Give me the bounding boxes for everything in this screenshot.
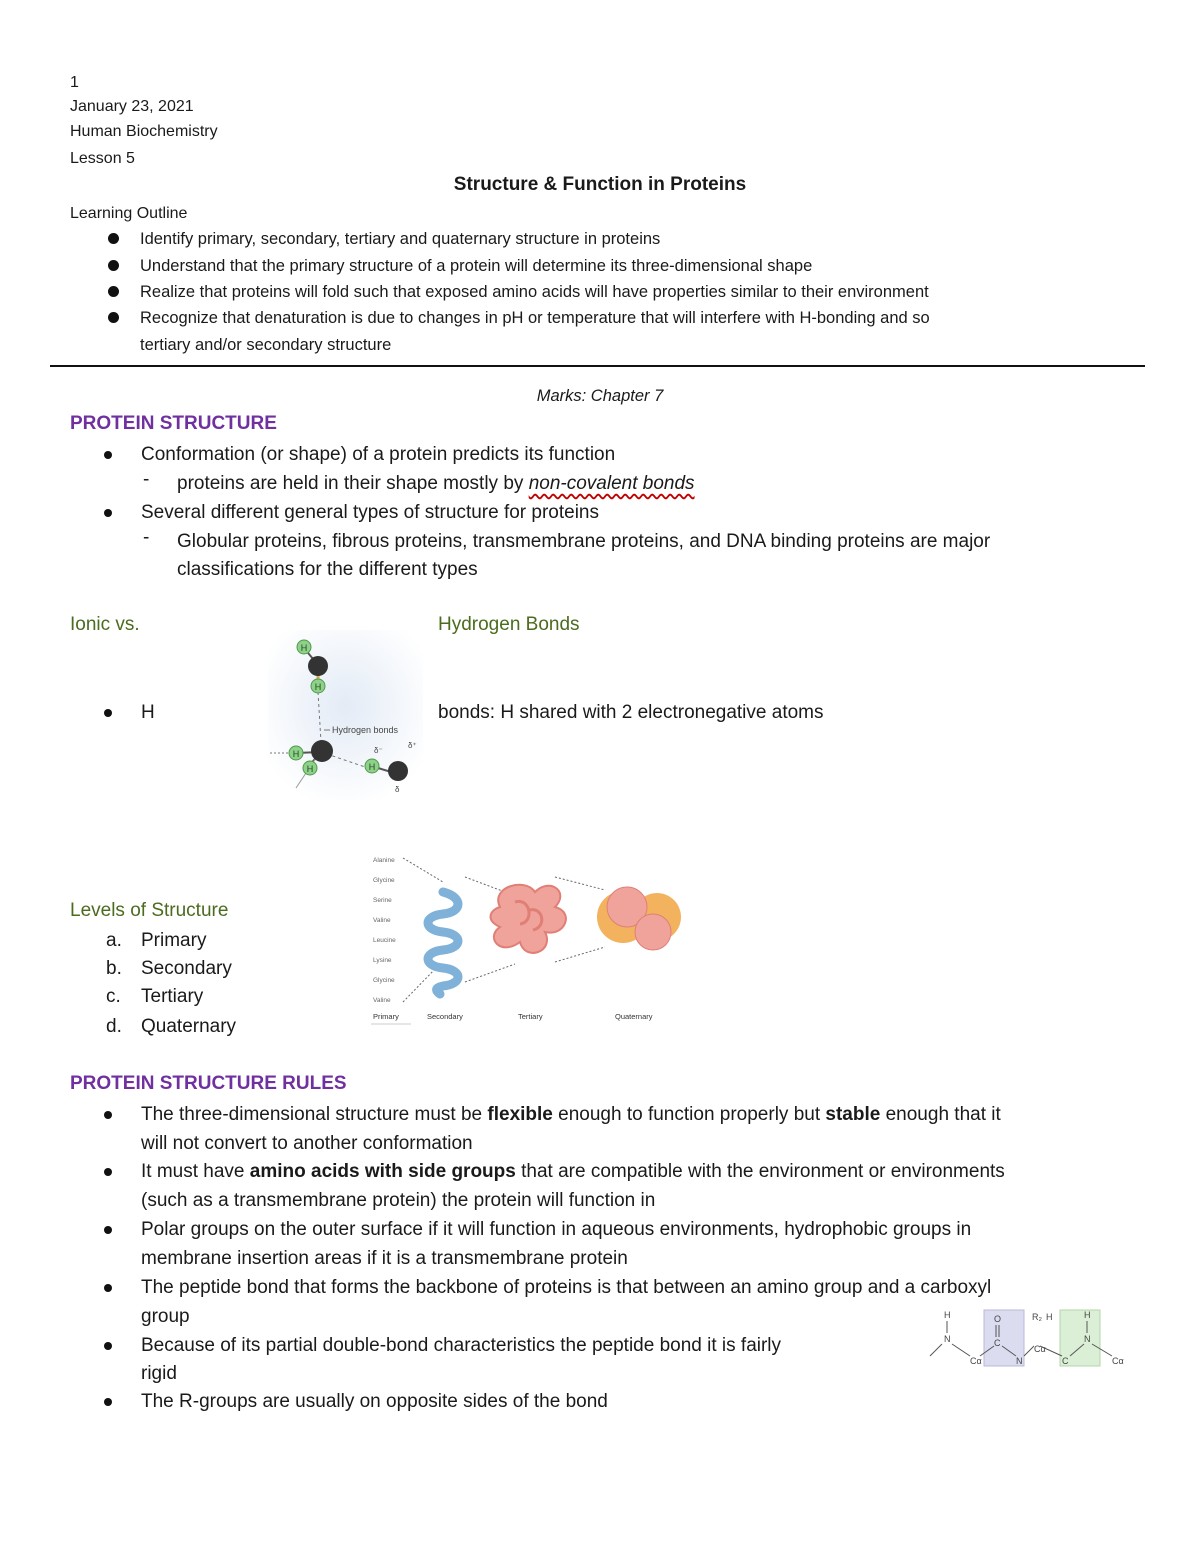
secondary-helix xyxy=(428,892,458,994)
sub-bullet-text: classifications for the different types xyxy=(177,559,478,580)
atom-label: N xyxy=(944,1334,951,1344)
atom-label: H xyxy=(300,643,308,653)
list-letter: c. xyxy=(106,986,121,1007)
rule-text: The R-groups are usually on opposite sides of the bond xyxy=(141,1391,608,1412)
amino-acid-label: Valine xyxy=(373,917,391,924)
rule-text: The peptide bond that forms the backbone of proteins is that between an amino group and a carboxyl xyxy=(141,1277,992,1298)
figure-caption: Hydrogen bonds xyxy=(332,725,399,735)
bullet-text: Conformation (or shape) of a protein predicts its function xyxy=(141,444,616,465)
course-name: Human Biochemistry xyxy=(70,123,218,140)
atom-label: C xyxy=(1062,1356,1069,1366)
amino-acid-label: Lysine xyxy=(373,957,392,964)
rule-text: membrane insertion areas if it is a transmembrane protein xyxy=(141,1248,628,1269)
rule-emphasis: flexible xyxy=(487,1104,553,1125)
atom-label: O xyxy=(994,1314,1002,1324)
atom-label: H xyxy=(306,764,314,774)
rule-segment: enough to function properly but xyxy=(552,1104,826,1125)
rule-text xyxy=(141,1100,1001,1129)
bullet-icon xyxy=(104,1111,112,1119)
zoom-line xyxy=(465,964,515,982)
oxygen-atom xyxy=(311,740,333,762)
atom-label: H xyxy=(944,1310,951,1320)
level-item: Quaternary xyxy=(141,1016,237,1037)
rule-text: will not convert to another conformation xyxy=(141,1133,473,1154)
bullet-icon xyxy=(104,451,112,459)
rule-segment: enough that it xyxy=(880,1104,1001,1125)
level-item: Secondary xyxy=(141,958,232,979)
document-title: Structure & Function in Proteins xyxy=(453,174,747,195)
tertiary-label: Tertiary xyxy=(518,1012,543,1021)
bullet-icon xyxy=(104,709,112,717)
bullet-icon xyxy=(104,1226,112,1234)
bullet-icon xyxy=(104,509,112,517)
rule-segment: The three-dimensional structure must be xyxy=(141,1104,488,1125)
bullet-icon xyxy=(108,233,119,244)
rule-text: Polar groups on the outer surface if it will function in aqueous environments, hydrophobic groups in xyxy=(141,1219,972,1240)
atom-label: R₂ xyxy=(1032,1312,1042,1322)
dash-marker: - xyxy=(143,527,150,548)
section-heading-rules: PROTEIN STRUCTURE RULES xyxy=(70,1073,347,1094)
lesson-number: Lesson 5 xyxy=(70,150,135,167)
primary-label: Primary xyxy=(373,1012,399,1021)
atom-label: C xyxy=(994,1338,1001,1348)
rule-text: Because of its partial double-bond characteristics the peptide bond it is fairly xyxy=(141,1335,782,1356)
outline-item-continuation: tertiary and/or secondary structure xyxy=(140,336,392,354)
bullet-icon xyxy=(108,286,119,297)
chapter-reference: Marks: Chapter 7 xyxy=(536,387,664,405)
sub-bullet-text: Globular proteins, fibrous proteins, transmembrane proteins, and DNA binding proteins are major xyxy=(177,531,991,552)
dash-marker: - xyxy=(143,469,150,490)
sub-bullet-prefix: proteins are held in their shape mostly by xyxy=(177,473,529,494)
list-letter: b. xyxy=(106,958,122,979)
atom-label: H xyxy=(368,762,376,772)
lesson-date: January 23, 2021 xyxy=(70,98,194,115)
delta-minus-label: δ⁻ xyxy=(374,746,383,755)
hydrogen-bond-figure xyxy=(268,630,423,800)
protein-levels-figure xyxy=(365,852,695,1032)
quaternary-label: Quaternary xyxy=(615,1012,653,1021)
zoom-line xyxy=(555,877,605,890)
page-number: 1 xyxy=(70,74,79,91)
level-item: Primary xyxy=(141,930,207,951)
level-item: Tertiary xyxy=(141,986,204,1007)
rule-segment: that are compatible with the environment or environments xyxy=(515,1161,1005,1182)
emphasized-term: non-covalent bonds xyxy=(528,473,695,494)
bullet-text: Several different general types of structure for proteins xyxy=(141,502,600,523)
outline-item: Identify primary, secondary, tertiary and quaternary structure in proteins xyxy=(140,230,661,248)
section-heading-protein-structure: PROTEIN STRUCTURE xyxy=(70,413,277,434)
amino-acid-label: Glycine xyxy=(373,877,395,884)
zoom-line xyxy=(403,967,437,1002)
amino-acid-label: Alanine xyxy=(373,857,395,864)
peptide-bond-figure xyxy=(928,1306,1138,1368)
amino-acid-label: Serine xyxy=(373,897,392,904)
delta-plus-label: δ⁺ xyxy=(408,741,417,750)
learning-outline-label: Learning Outline xyxy=(70,205,188,222)
outline-item: Recognize that denaturation is due to changes in pH or temperature that will interfere with H-bonding and so xyxy=(140,309,930,327)
bullet-icon xyxy=(108,260,119,271)
atom-label: H xyxy=(1046,1312,1053,1322)
bullet-icon xyxy=(104,1168,112,1176)
atom-label: Cα xyxy=(1112,1356,1124,1366)
level-labels xyxy=(373,1012,653,1021)
list-letter: a. xyxy=(106,930,122,951)
rule-text: rigid xyxy=(141,1363,177,1384)
outline-item: Realize that proteins will fold such that exposed amino acids will have properties similar to their environment xyxy=(140,283,929,301)
ionic-label: Ionic vs. xyxy=(70,614,140,635)
rule-emphasis: stable xyxy=(825,1104,881,1125)
atom-label: H xyxy=(314,682,322,692)
zoom-line xyxy=(555,947,605,962)
amino-acid-label: Glycine xyxy=(373,977,395,984)
quaternary-subunit xyxy=(635,914,671,950)
amino-acid-label: Leucine xyxy=(373,937,396,944)
atom-label: H xyxy=(292,749,300,759)
bullet-icon xyxy=(108,312,119,323)
rule-emphasis: amino acids with side groups xyxy=(249,1161,516,1182)
horizontal-divider xyxy=(50,365,1145,367)
bullet-icon xyxy=(104,1342,112,1350)
h-bond-description: bonds: H shared with 2 electronegative atoms xyxy=(438,702,824,723)
primary-chain xyxy=(373,857,396,1004)
amino-acid-label: Valine xyxy=(373,997,391,1004)
rule-text xyxy=(141,1157,1005,1186)
atom-label: N xyxy=(1016,1356,1023,1366)
bullet-icon xyxy=(104,1284,112,1292)
zoom-line xyxy=(465,877,505,892)
bullet-icon xyxy=(104,1398,112,1406)
rule-text: (such as a transmembrane protein) the protein will function in xyxy=(141,1190,656,1211)
atom-label: H xyxy=(1084,1310,1091,1320)
oxygen-atom xyxy=(388,761,408,781)
secondary-label: Secondary xyxy=(427,1012,463,1021)
sub-bullet-text xyxy=(177,469,695,498)
levels-heading: Levels of Structure xyxy=(70,900,229,921)
atom-label: Cα xyxy=(970,1356,982,1366)
atom-label: N xyxy=(1084,1334,1091,1344)
hydrogen-bonds-label: Hydrogen Bonds xyxy=(438,614,580,635)
h-bullet-text: H xyxy=(141,702,155,723)
outline-item: Understand that the primary structure of a protein will determine its three-dimensional shape xyxy=(140,257,813,275)
delta-label: δ xyxy=(395,785,400,794)
atom-label: Cα xyxy=(1034,1344,1046,1354)
zoom-line xyxy=(403,858,443,882)
list-letter: d. xyxy=(106,1016,122,1037)
rule-segment: It must have xyxy=(141,1161,250,1182)
oxygen-atom xyxy=(308,656,328,676)
rule-text: group xyxy=(141,1306,190,1327)
